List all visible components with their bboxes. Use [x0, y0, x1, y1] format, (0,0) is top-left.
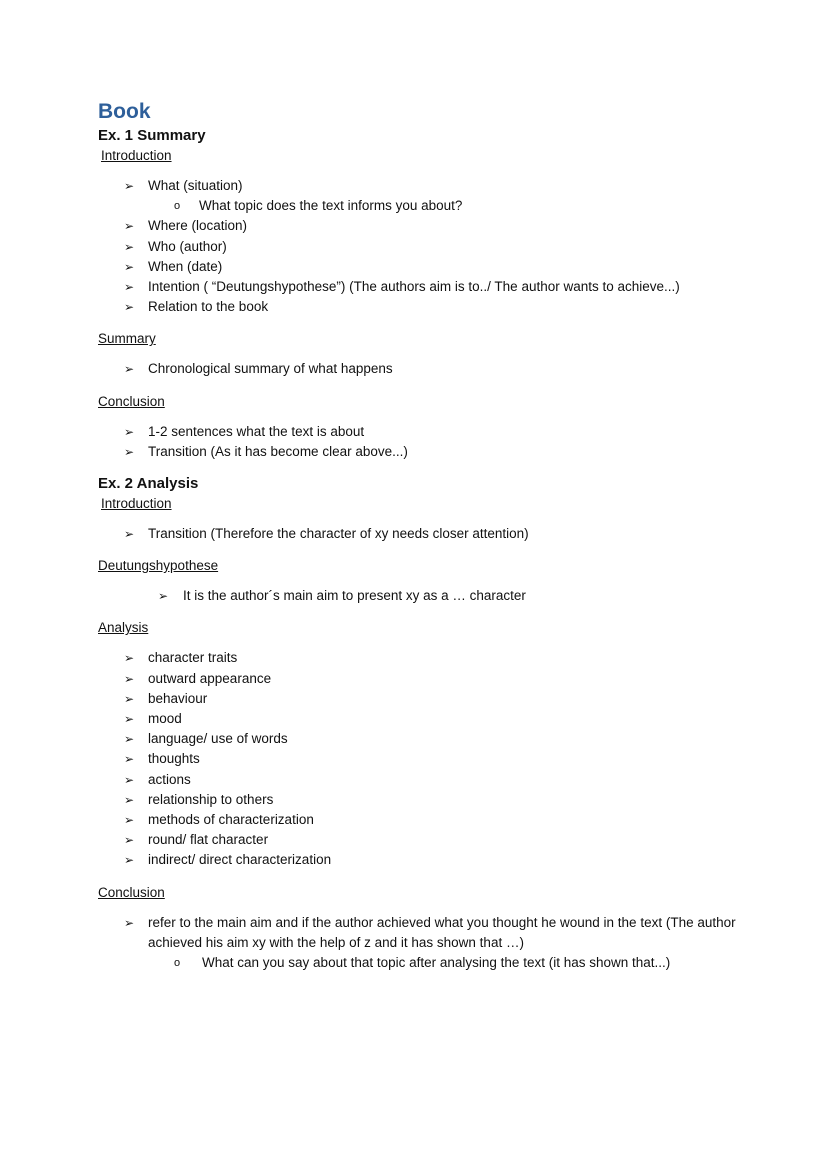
ex1-introduction-list: [98, 176, 778, 317]
arrow-bullet-icon: ➢: [124, 853, 135, 868]
arrow-bullet-icon: ➢: [124, 772, 135, 787]
arrow-bullet-icon: ➢: [124, 691, 135, 706]
arrow-bullet-icon: ➢: [124, 362, 135, 377]
arrow-bullet-icon: ➢: [124, 651, 135, 666]
list-item: ➢ methods of characterization: [98, 810, 778, 830]
arrow-bullet-icon: ➢: [124, 424, 135, 439]
arrow-bullet-icon: ➢: [124, 280, 135, 295]
arrow-bullet-icon: ➢: [124, 179, 135, 193]
list-item: ➢ actions: [98, 770, 778, 790]
list-item: ➢ Chronological summary of what happens: [98, 359, 778, 379]
arrow-bullet-icon: ➢: [124, 792, 135, 807]
list-item: ➢ outward appearance: [98, 669, 778, 689]
arrow-bullet-icon: ➢: [158, 589, 169, 604]
ex2-analysis-heading: Analysis: [98, 620, 149, 636]
list-item: ➢ round/ flat character: [98, 830, 778, 850]
list-item: ➢ Relation to the book: [98, 297, 778, 317]
document-page: [98, 98, 778, 973]
list-item: ➢ Intention ( “Deutungshypothese”) (The authors aim is to../ The author wants to achieve...): [98, 277, 778, 297]
arrow-bullet-icon: ➢: [124, 752, 135, 767]
ex2-introduction-heading: Introduction: [101, 496, 172, 512]
arrow-bullet-icon: ➢: [124, 712, 135, 727]
arrow-bullet-icon: ➢: [124, 239, 135, 254]
list-item: ➢ What (situation): [98, 176, 778, 196]
circle-bullet-icon: o: [174, 200, 181, 213]
list-item: ➢ When (date): [98, 257, 778, 277]
ex1-conclusion-list: [98, 422, 778, 462]
arrow-bullet-icon: ➢: [124, 527, 135, 542]
ex2-deutung-list: [98, 586, 778, 606]
ex1-conclusion-heading: Conclusion: [98, 393, 165, 409]
ex1-introduction-heading: Introduction: [101, 148, 172, 163]
arrow-bullet-icon: ➢: [124, 833, 135, 848]
arrow-bullet-icon: ➢: [124, 259, 135, 274]
list-item: ➢ behaviour: [98, 689, 778, 709]
ex1-summary-list: [98, 359, 778, 379]
arrow-bullet-icon: ➢: [124, 300, 135, 315]
ex2-introduction-list: [98, 524, 778, 544]
list-item: ➢ It is the author´s main aim to present xy as a … character: [98, 586, 778, 606]
exercise-2-title: Ex. 2 Analysis: [98, 475, 199, 493]
list-item: ➢ mood: [98, 709, 778, 729]
list-item: ➢ indirect/ direct characterization: [98, 850, 778, 870]
document-title: Book: [98, 100, 151, 123]
list-item: ➢ language/ use of words: [98, 729, 778, 749]
arrow-bullet-icon: ➢: [124, 671, 135, 686]
exercise-1-title: Ex. 1 Summary: [98, 127, 206, 144]
arrow-bullet-icon: ➢: [124, 444, 135, 459]
list-item: ➢ Who (author): [98, 237, 778, 257]
ex2-deutungshypothese-heading: Deutungshypothese: [98, 558, 219, 574]
ex2-conclusion-list: [98, 913, 778, 974]
list-item: ➢ relationship to others: [98, 790, 778, 810]
list-item: ➢ refer to the main aim and if the author achieved what you thought he wound in the text (The author achieved his aim xy with the help of z and it has shown that …): [124, 914, 736, 950]
arrow-bullet-icon: ➢: [124, 732, 135, 747]
ex1-summary-heading: Summary: [98, 331, 156, 347]
list-item: ➢ character traits: [98, 648, 778, 668]
list-item: ➢ 1-2 sentences what the text is about: [98, 422, 778, 442]
list-item: o What can you say about that topic after analysing the text (it has shown that...): [98, 953, 778, 973]
arrow-bullet-icon: ➢: [124, 219, 135, 234]
arrow-bullet-icon: ➢: [124, 813, 135, 828]
ex2-conclusion-heading: Conclusion: [98, 884, 165, 900]
ex2-analysis-list: [98, 648, 778, 870]
circle-bullet-icon: o: [174, 957, 181, 970]
list-item: o What topic does the text informs you about?: [98, 196, 778, 216]
arrow-bullet-icon: ➢: [124, 915, 135, 930]
list-item: ➢ thoughts: [98, 749, 778, 769]
list-item: ➢ Where (location): [98, 216, 778, 236]
list-item: ➢ Transition (Therefore the character of xy needs closer attention): [98, 524, 778, 544]
list-item: ➢ Transition (As it has become clear above...): [98, 442, 778, 462]
